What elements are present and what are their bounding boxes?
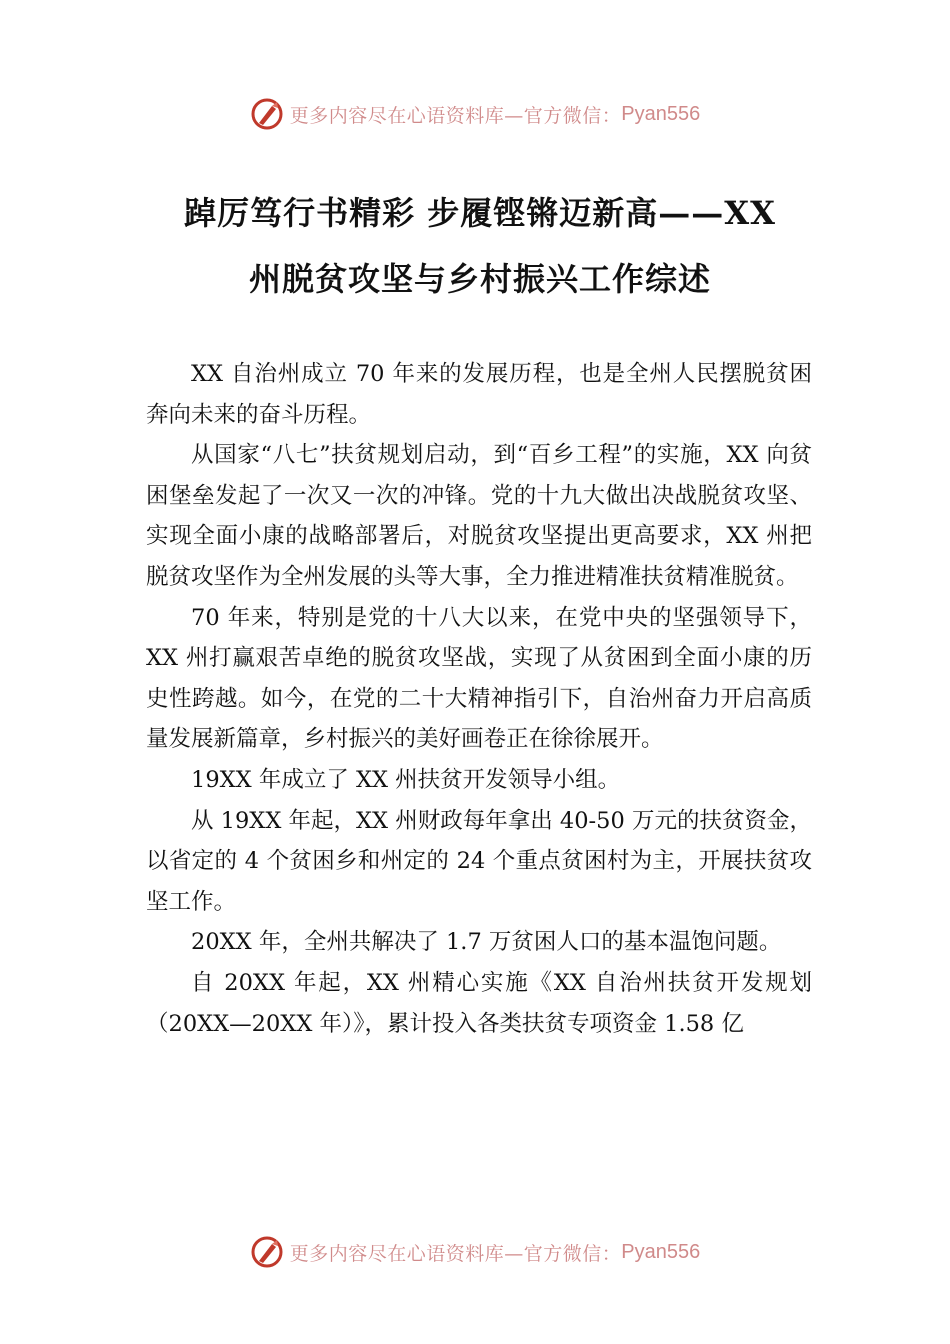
quill-logo-icon <box>250 1235 284 1269</box>
watermark-account: Pyan556 <box>621 102 701 125</box>
paragraph: XX 自治州成立 70 年来的发展历程，也是全州人民摆脱贫困奔向未来的奋斗历程。 <box>146 361 812 428</box>
watermark-text: 更多内容尽在心语资料库—官方微信： <box>289 1242 622 1265</box>
quill-logo-icon <box>250 97 284 131</box>
watermark-account: Pyan556 <box>621 1240 701 1263</box>
document-title <box>150 180 810 312</box>
title-line-2: 州脱贫攻坚与乡村振兴工作综述 <box>248 260 711 298</box>
paragraph: 20XX 年，全州共解决了 1.7 万贫困人口的基本温饱问题。 <box>191 929 782 956</box>
paragraph: 从 19XX 年起，XX 州财政每年拿出 40-50 万元的扶贫资金，以省定的 4 个贫困乡和州定的 24 个重点贫困村为主，开展扶贫攻坚工作。 <box>146 807 812 915</box>
document-body <box>146 354 812 1044</box>
title-line-1: 踔厉笃行书精彩 步履铿锵迈新高——XX <box>184 194 776 232</box>
watermark-footer <box>0 1232 950 1272</box>
paragraph: 70 年来，特别是党的十八大以来，在党中央的坚强领导下，XX 州打赢艰苦卓绝的脱贫攻坚战，实现了从贫困到全面小康的历史性跨越。如今，在党的二十大精神指引下，自治州奋力开启高质量发展新篇章，乡村振兴的美好画卷正在徐徐展开。 <box>146 604 812 753</box>
watermark-text: 更多内容尽在心语资料库—官方微信： <box>289 104 622 127</box>
paragraph: 19XX 年成立了 XX 州扶贫开发领导小组。 <box>191 766 621 793</box>
paragraph: 从国家“八七”扶贫规划启动，到“百乡工程”的实施，XX 向贫困堡垒发起了一次又一次的冲锋。党的十九大做出决战脱贫攻坚、实现全面小康的战略部署后，对脱贫攻坚提出更高要求，XX 州把脱贫攻坚作为全州发展的头等大事，全力推进精准扶贫精准脱贫。 <box>146 442 812 590</box>
watermark-header <box>0 94 950 134</box>
paragraph: 自 20XX 年起，XX 州精心实施《XX 自治州扶贫开发规划（20XX—20XX 年）》，累计投入各类扶贫专项资金 1.58 亿 <box>146 969 812 1037</box>
